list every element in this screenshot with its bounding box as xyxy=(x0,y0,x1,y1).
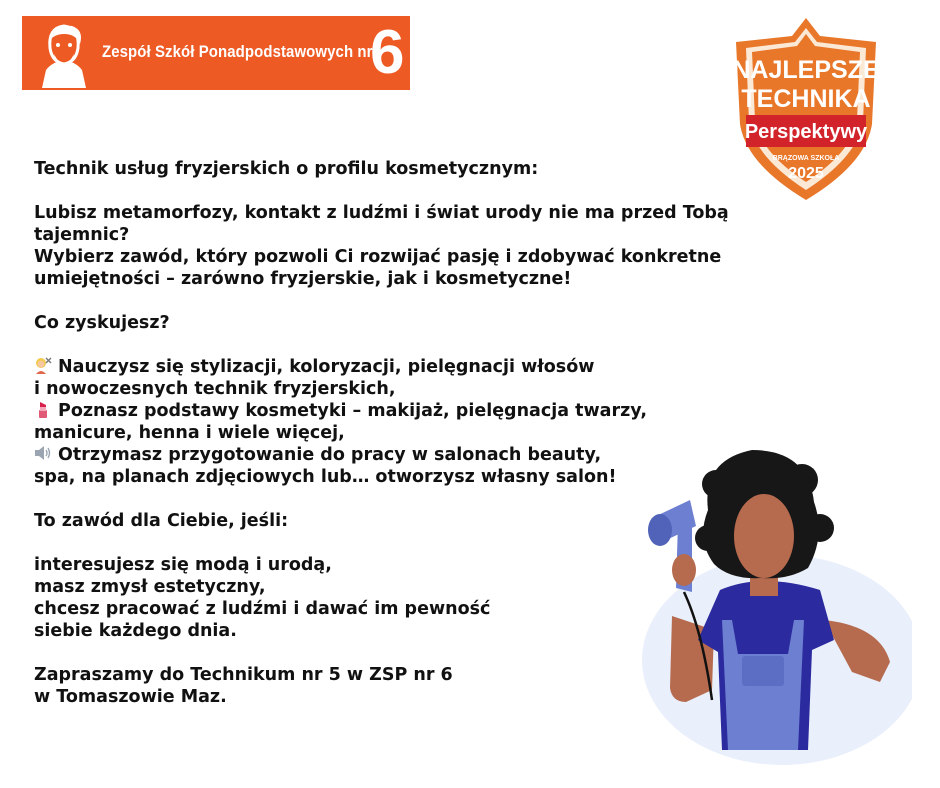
benefit-item-continued: manicure, henna i wiele więcej, xyxy=(34,423,345,443)
badge-brand: Perspektywy xyxy=(744,121,868,143)
patron-portrait-icon xyxy=(32,18,96,88)
badge-award: BRĄZOWA SZKOŁA xyxy=(772,155,840,162)
intro-line: umiejętności – zarówno fryzjerskie, jak i kosmetyczne! xyxy=(34,269,572,289)
benefit-item-continued: i nowoczesnych technik fryzjerskich, xyxy=(34,379,396,399)
speaker-emoji-icon xyxy=(34,444,52,462)
for-you-item: masz zmysł estetyczny, xyxy=(34,577,266,597)
school-number: 6 xyxy=(370,18,405,87)
hairdresser-illustration xyxy=(612,440,912,770)
benefit-item: Poznasz podstawy kosmetyki – makijaż, pielęgnacja twarzy, xyxy=(34,400,794,422)
school-banner xyxy=(22,16,410,90)
for-you-heading: To zawód dla Ciebie, jeśli: xyxy=(34,511,289,531)
invitation: Zapraszamy do Technikum nr 5 w ZSP nr 6 xyxy=(34,665,453,685)
invitation: w Tomaszowie Maz. xyxy=(34,687,227,707)
school-name: Zespół Szkół Ponadpodstawowych nr xyxy=(102,42,373,61)
for-you-item: siebie każdego dnia. xyxy=(34,621,237,641)
hairdresser-emoji-icon xyxy=(34,356,52,374)
badge-line2: TECHNIKA xyxy=(741,85,871,113)
intro-line: Lubisz metamorfozy, kontakt z ludźmi i świat urody nie ma przed Tobą xyxy=(34,203,729,223)
intro-line: tajemnic? xyxy=(34,225,130,245)
benefit-item: Nauczysz się stylizacji, koloryzacji, pielęgnacji włosów xyxy=(34,356,794,378)
benefit-item: Otrzymasz przygotowanie do pracy w salonach beauty, xyxy=(34,444,794,466)
badge-year: 2025 xyxy=(788,165,824,182)
for-you-item: interesujesz się modą i urodą, xyxy=(34,555,332,575)
benefit-item-continued: spa, na planach zdjęciowych lub… otworzysz własny salon! xyxy=(34,467,617,487)
lipstick-emoji-icon xyxy=(34,400,52,418)
intro-line: Wybierz zawód, który pozwoli Ci rozwijać pasję i zdobywać konkretne xyxy=(34,247,722,267)
badge-line1: NAJLEPSZE xyxy=(732,56,880,84)
benefits-heading: Co zyskujesz? xyxy=(34,313,170,333)
for-you-item: chcesz pracować z ludźmi i dawać im pewność xyxy=(34,599,491,619)
page-title: Technik usług fryzjerskich o profilu kosmetycznym: xyxy=(34,159,539,179)
